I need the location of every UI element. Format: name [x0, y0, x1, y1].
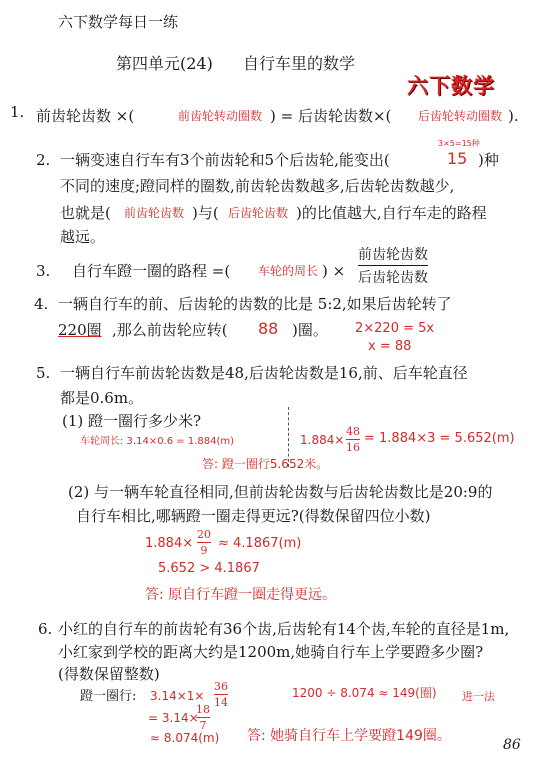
- topic-title: 自行车里的数学: [243, 54, 356, 73]
- q3-fraction-top: 前齿轮齿数: [358, 247, 428, 263]
- q5-work-right-fraction-top: 48: [346, 425, 360, 438]
- q1-text-c: ).: [508, 107, 519, 125]
- q3-fraction-bottom: 后齿轮齿数: [358, 270, 428, 286]
- q3-fraction: [358, 244, 428, 287]
- q4-line1: 一辆自行车的前、后齿轮的齿数的比是 5:2,如果后齿轮转了: [58, 295, 452, 313]
- q5-calc-2: 5.652 > 4.1867: [158, 561, 260, 576]
- q2-line1b: )种: [478, 151, 499, 169]
- q6-work-2a: = 3.14×: [148, 711, 199, 725]
- q6-work-1a: 3.14×1×: [150, 689, 205, 703]
- q6-work-fraction-1: [214, 680, 228, 709]
- q6-work-fraction-2: [196, 703, 210, 732]
- q6-work-fraction-2-top: 18: [196, 703, 210, 716]
- q5-part1: (1) 蹬一圈行多少米?: [62, 412, 202, 430]
- q5-calc-fraction-top: 20: [197, 528, 211, 541]
- q2-note: 3×5=15种: [438, 139, 480, 148]
- q6-line1: 小红的自行车的前齿轮有36个齿,后齿轮有14个齿,车轮的直径是1m,: [58, 620, 510, 638]
- q5-calc-1a: 1.884×: [145, 536, 194, 551]
- q1-answer-1: 前齿轮转动圈数: [178, 109, 263, 123]
- q4-number: 4.: [34, 295, 49, 313]
- q2-number: 2.: [36, 151, 51, 169]
- q5-work-right-a: 1.884×: [300, 433, 345, 447]
- q6-work-label: 蹬一圈行:: [80, 689, 137, 704]
- q6-line2: 小红家到学校的距离大约是1200m,她骑自行车上学要蹬多少圈?: [58, 643, 484, 661]
- q6-number: 6.: [38, 620, 53, 638]
- fraction-bar: [346, 439, 360, 440]
- fraction-bar: [358, 265, 428, 266]
- q2-answer-2: 前齿轮齿数: [124, 206, 185, 220]
- q2-line2: 不同的速度;蹬同样的圈数,前齿轮齿数越多,后齿轮齿数越少,: [60, 177, 455, 195]
- q5-number: 5.: [36, 364, 51, 382]
- q5-part2-line2: 自行车相比,哪辆蹬一圈走得更远?(得数保留四位小数): [76, 507, 431, 525]
- q6-work-4: 1200 ÷ 8.074 ≈ 149(圈): [292, 686, 437, 700]
- q1-number: 1.: [10, 103, 25, 121]
- brand-logo: 六下数学: [407, 74, 495, 98]
- q2-line3a: 也就是(: [60, 204, 111, 222]
- q4-line2a: ,那么前齿轮应转(: [112, 321, 228, 339]
- series-title: 六下数学每日一练: [58, 13, 179, 31]
- q4-work-1: 2×220 = 5x: [355, 321, 435, 336]
- q5-work-right-fraction: [346, 425, 360, 454]
- fraction-bar: [214, 694, 228, 695]
- q2-answer-3: 后齿轮齿数: [228, 206, 289, 220]
- q3-answer: 车轮的周长: [258, 264, 319, 278]
- q1-answer-2: 后齿轮转动圈数: [418, 109, 503, 123]
- q6-work-3: ≈ 8.074(m): [150, 731, 220, 745]
- q5-part2-line1: (2) 与一辆车轮直径相同,但前齿轮齿数与后齿轮齿数比是20:9的: [68, 483, 493, 501]
- unit-title: 第四单元(24): [116, 54, 213, 73]
- q6-line3: (得数保留整数): [58, 665, 160, 683]
- q5-calc-1b: ≈ 4.1867(m): [218, 536, 302, 551]
- q5-work-left: 车轮周长: 3.14×0.6 = 1.884(m): [80, 436, 235, 447]
- q6-work-fraction-1-bottom: 14: [214, 696, 228, 709]
- q4-answer-2: 88: [258, 319, 279, 338]
- q5-line2: 都是0.6m。: [60, 389, 144, 407]
- q5-answer-1: 答: 蹬一圈行5.652米。: [202, 457, 329, 471]
- q6-answer: 答: 她骑自行车上学要蹬149圈。: [247, 728, 451, 744]
- q4-answer-1: 220圈: [58, 321, 102, 339]
- fraction-bar: [197, 542, 211, 543]
- q3-text-b: ) ×: [322, 262, 346, 280]
- q5-answer-2: 答: 原自行车蹬一圈走得更远。: [145, 587, 337, 603]
- fraction-bar: [196, 717, 210, 718]
- q2-line3b: )与(: [192, 204, 219, 222]
- q2-line3c: )的比值越大,自行车走的路程: [296, 204, 487, 222]
- q5-work-right-b: = 1.884×3 = 5.652(m): [364, 431, 515, 446]
- q4-line2b: )圈。: [292, 321, 328, 339]
- q5-work-right-fraction-bottom: 16: [346, 441, 360, 454]
- q1-text-a: 前齿轮齿数 ×(: [36, 107, 135, 125]
- q3-text-a: 自行车蹬一圈的路程 =(: [72, 262, 231, 280]
- q2-answer-1: 15: [447, 149, 468, 168]
- q2-line4: 越远。: [60, 228, 106, 246]
- q3-number: 3.: [36, 262, 51, 280]
- q4-work-2: x = 88: [368, 339, 412, 354]
- q6-round-note: 进一法: [462, 690, 495, 703]
- q5-calc-fraction-bottom: 9: [200, 544, 208, 557]
- q1-text-b: ) = 后齿轮齿数×(: [270, 107, 392, 125]
- q2-line1a: 一辆变速自行车有3个前齿轮和5个后齿轮,能变出(: [60, 151, 390, 169]
- q5-line1: 一辆自行车前齿轮齿数是48,后齿轮齿数是16,前、后车轮直径: [60, 364, 468, 382]
- q5-calc-fraction: [197, 528, 211, 557]
- q6-work-fraction-2-bottom: 7: [199, 719, 207, 732]
- q6-work-fraction-1-top: 36: [214, 680, 228, 693]
- page-number: 86: [503, 737, 521, 753]
